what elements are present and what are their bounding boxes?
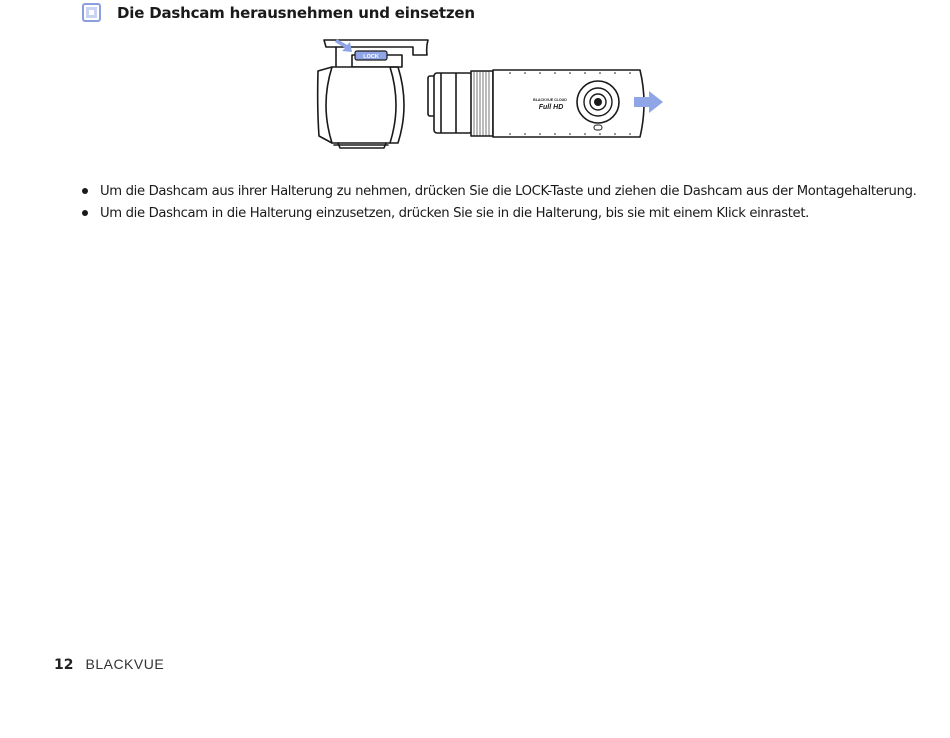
lock-label: LOCK [363, 54, 379, 61]
instruction-text: Um die Dashcam in die Halterung einzusetzen, drücken Sie sie in die Halterung, bis sie mit einem Klick einrastet. [100, 206, 809, 221]
instruction-text: Um die Dashcam aus ihrer Halterung zu nehmen, drücken Sie die LOCK-Taste und ziehen die Dashcam aus der Montagehalterung. [100, 184, 917, 199]
section-heading [82, 3, 475, 22]
camera-model-label: Full HD [538, 104, 564, 111]
instruction-list [80, 181, 916, 225]
list-item [80, 181, 916, 203]
list-item [80, 203, 916, 225]
dashcam-diagram [310, 33, 670, 151]
page-footer [54, 656, 164, 673]
bullet-icon [82, 210, 88, 216]
lens-icon [577, 81, 619, 123]
bullet-icon [82, 188, 88, 194]
section-square-icon [82, 3, 101, 22]
section-title: Die Dashcam herausnehmen und einsetzen [117, 3, 475, 22]
page-number: 12 [54, 657, 74, 673]
dashcam-removal-illustration [310, 33, 670, 156]
footer-brand: BLACKVUE [85, 656, 165, 672]
camera-brand-label: BLACKVUE CLOUD [533, 98, 567, 102]
